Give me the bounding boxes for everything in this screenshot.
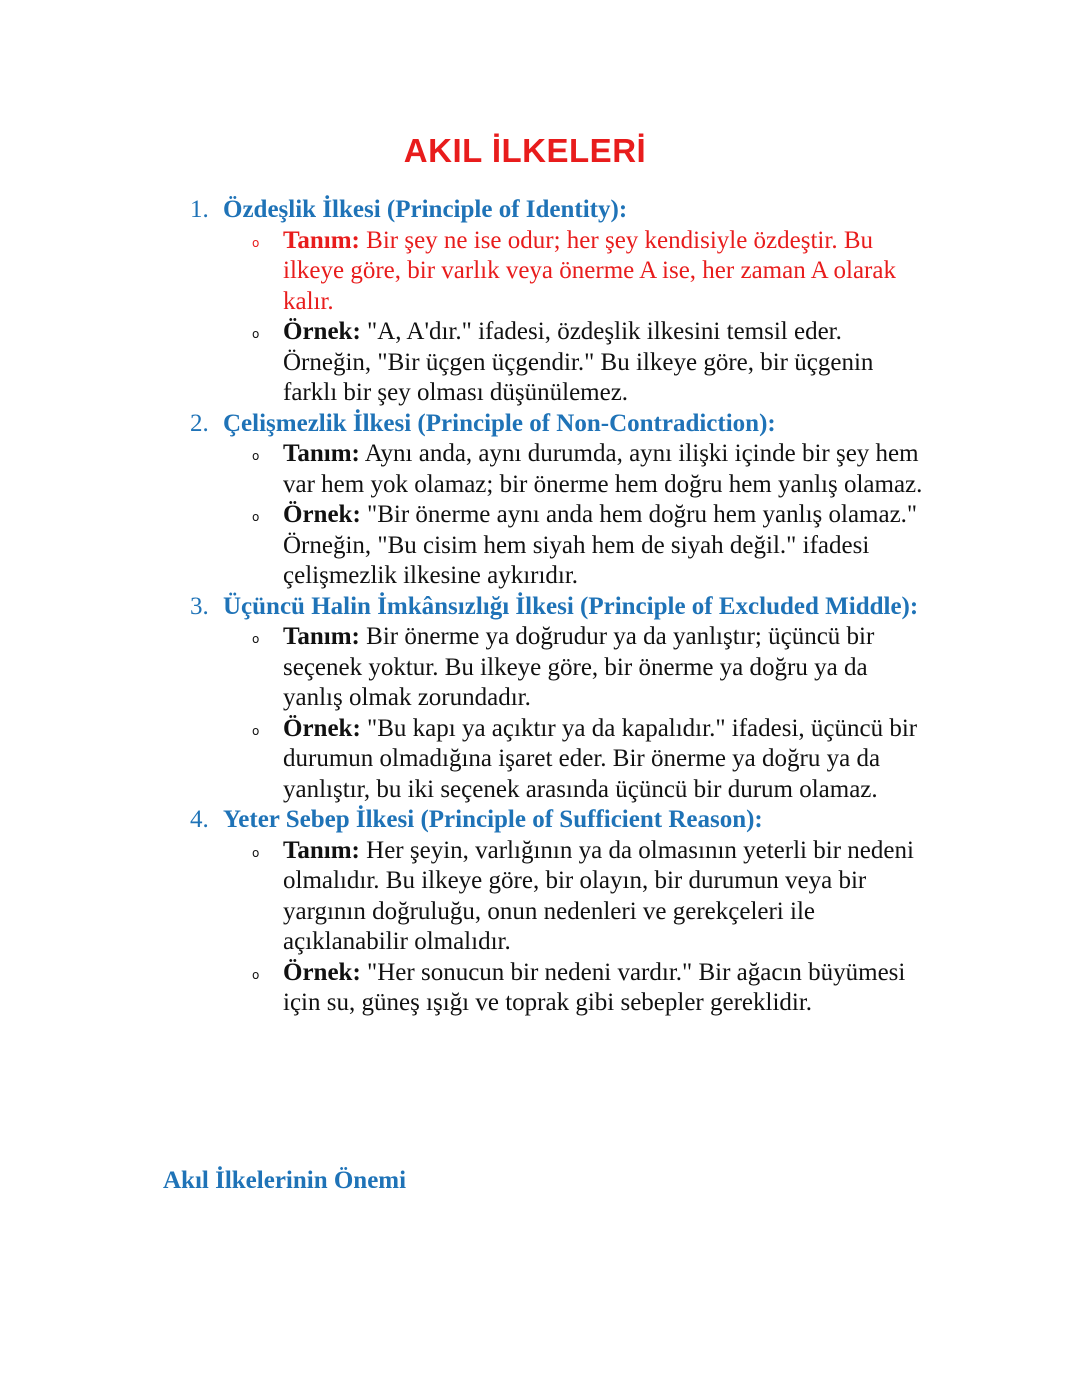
example-text: "Her sonucun bir nedeni vardır." Bir ağacın büyümesi için su, güneş ışığı ve toprak gibi sebepler gereklidir. (283, 958, 906, 1016)
example-item (190, 958, 930, 1019)
principle-heading (190, 409, 930, 440)
definition-text: Aynı anda, aynı durumda, aynı ilişki içinde bir şey hem var hem yok olamaz; bir önerme hem doğru hem yanlış olamaz. (283, 440, 923, 498)
example-text: "A, A'dır." ifadesi, özdeşlik ilkesini temsil eder. Örneğin, "Bir üçgen üçgendir." Bu ilkeye göre, bir üçgenin farklı bir şey olması düşünülemez. (283, 318, 874, 406)
principle-details (190, 836, 930, 1019)
principle-heading (190, 195, 930, 226)
definition-text: Bir önerme ya doğrudur ya da yanlıştır; üçüncü bir seçenek yoktur. Bu ilkeye göre, bir önerme ya doğru ya da yanlış olmak zorundadır. (283, 623, 875, 711)
example-label: Örnek: (283, 958, 361, 986)
definition-text: Bir şey ne ise odur; her şey kendisiyle özdeştir. Bu ilkeye göre, bir varlık veya önerme A ise, her zaman A olarak kalır. (283, 226, 896, 315)
principle-number: 4. (190, 806, 209, 833)
principle-number: 1. (190, 196, 209, 223)
definition-item (190, 226, 930, 318)
principle-title: Yeter Sebep İlkesi (Principle of Sufficient Reason): (223, 806, 763, 833)
definition-item (190, 439, 930, 500)
principles-list (190, 195, 930, 1019)
principle-item-sufficient-reason (190, 805, 930, 1019)
page-title: AKIL İLKELERİ (403, 132, 647, 169)
definition-text: Her şeyin, varlığının ya da olmasının yeterli bir nedeni olmalıdır. Bu ilkeye göre, bir olayın, bir durumun veya bir yargının doğruluğu, onun nedenleri ve gerekçeleri ile açıklanabilir olmalıdır. (283, 836, 914, 955)
bullet-icon: o (252, 723, 260, 738)
principle-item-identity (190, 195, 930, 409)
definition-item (190, 622, 930, 714)
example-item (190, 317, 930, 409)
principle-item-non-contradiction (190, 409, 930, 592)
bullet-icon: o (252, 235, 260, 250)
example-label: Örnek: (283, 501, 361, 528)
definition-label: Tanım: (283, 226, 360, 254)
principle-item-excluded-middle (190, 592, 930, 806)
section-heading: Akıl İlkelerinin Önemi (163, 1167, 407, 1194)
example-label: Örnek: (283, 318, 361, 345)
example-item (190, 714, 930, 806)
definition-label: Tanım: (283, 440, 360, 467)
principle-details (190, 226, 930, 409)
definition-label: Tanım: (283, 623, 360, 650)
principle-title: Üçüncü Halin İmkânsızlığı İlkesi (Principle of Excluded Middle): (223, 592, 919, 620)
definition-item (190, 836, 930, 958)
principle-number: 2. (190, 409, 209, 437)
example-label: Örnek: (283, 714, 361, 742)
principle-details (190, 439, 930, 592)
bullet-icon: o (252, 510, 260, 524)
principle-details (190, 622, 930, 805)
bullet-icon: o (252, 967, 260, 982)
definition-label: Tanım: (283, 836, 360, 864)
principle-heading (190, 805, 930, 836)
principle-heading (190, 592, 930, 623)
bullet-icon: o (252, 632, 260, 646)
principle-title: Çelişmezlik İlkesi (Principle of Non-Contradiction): (223, 409, 776, 437)
example-item (190, 500, 930, 592)
principle-number: 3. (190, 592, 209, 620)
example-text: "Bu kapı ya açıktır ya da kapalıdır." ifadesi, üçüncü bir durumun olmadığına işaret eder. Bir önerme ya doğru ya da yanlıştır, bu iki seçenek arasında üçüncü bir durum olamaz. (283, 714, 918, 803)
example-text: "Bir önerme aynı anda hem doğru hem yanlış olamaz." Örneğin, "Bu cisim hem siyah hem de siyah değil." ifadesi çelişmezlik ilkesine aykırıdır. (283, 501, 918, 589)
bullet-icon: o (252, 449, 260, 463)
principle-title: Özdeşlik İlkesi (Principle of Identity): (223, 196, 628, 223)
bullet-icon: o (252, 845, 260, 860)
bullet-icon: o (252, 327, 260, 341)
